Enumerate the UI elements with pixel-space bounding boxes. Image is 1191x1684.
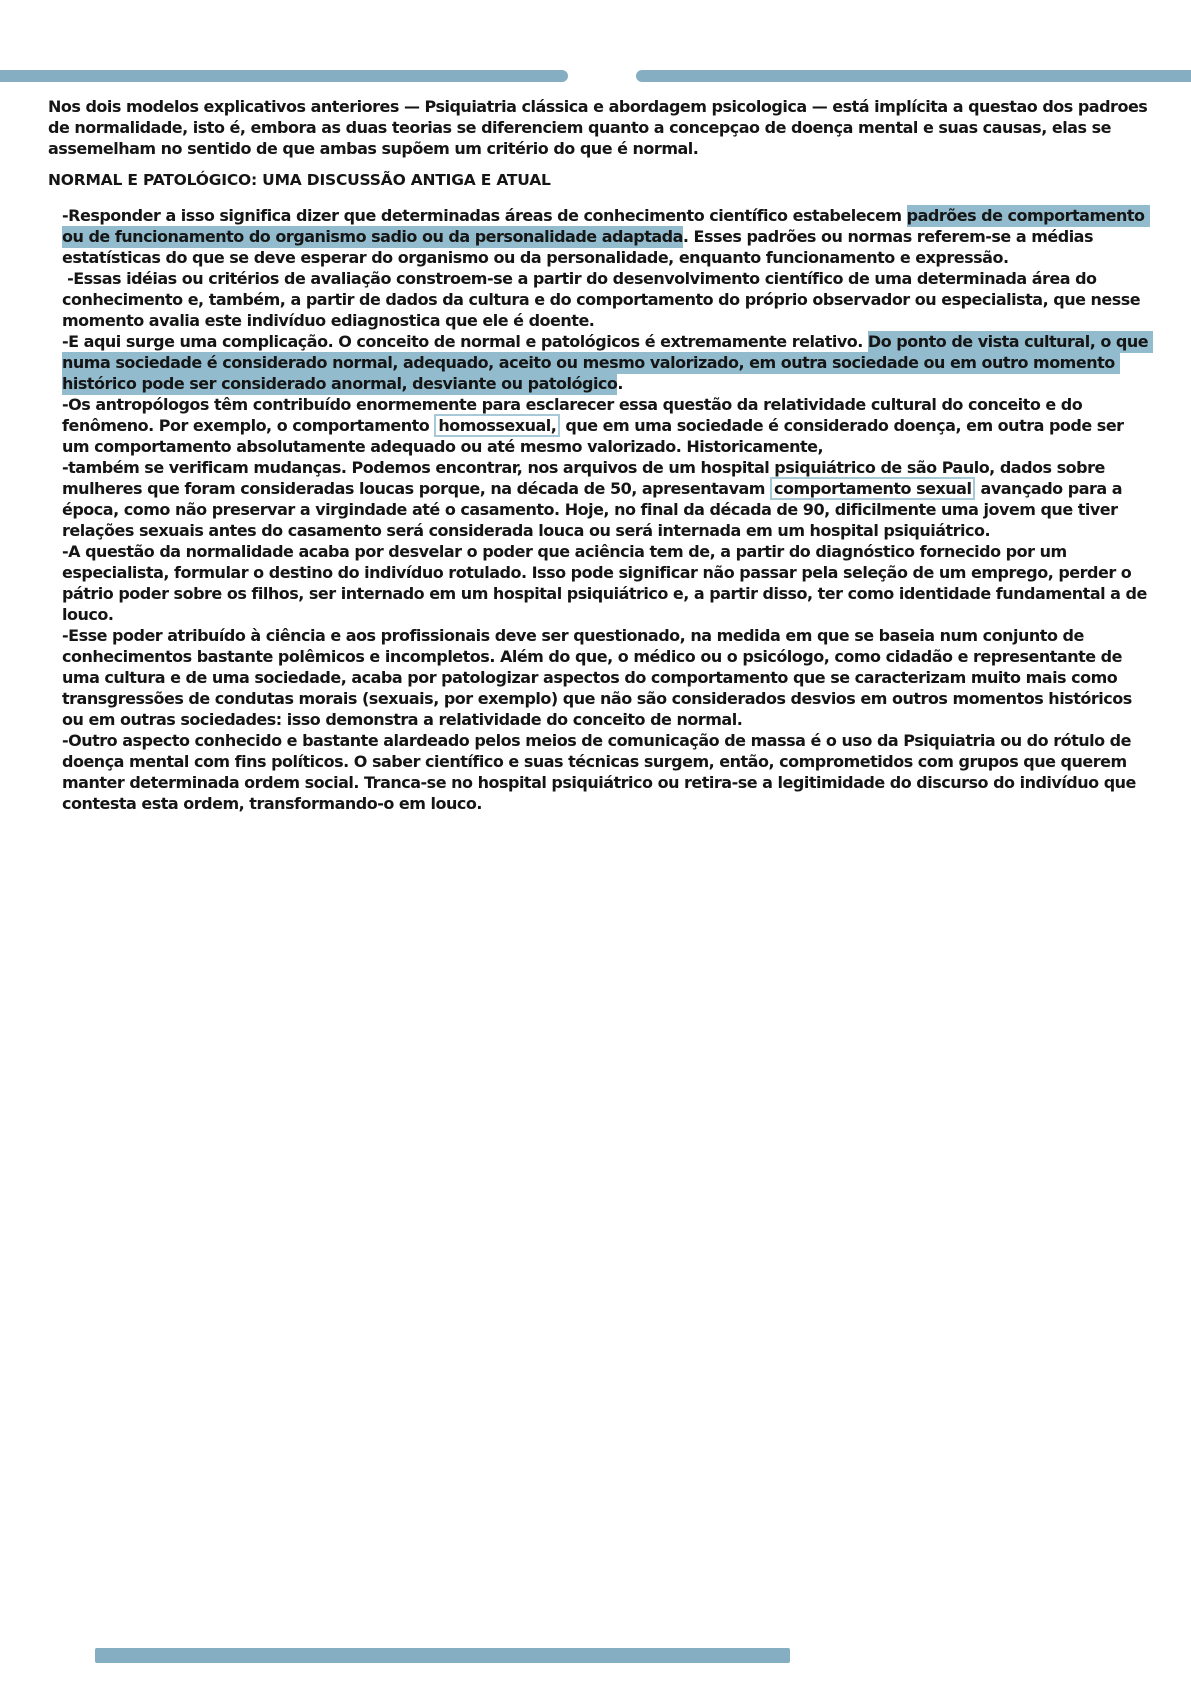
text-run: que em uma sociedade é considerado doença, em outra pode ser um comportamento absolutamente adequado ou até mesmo valorizado. Historicamente, xyxy=(62,416,1129,456)
text-run: -também se verificam mudanças. Podemos encontrar, nos arquivos de um hospital psiquiátrico de são Paulo, dados sobre mulheres que foram consideradas loucas porque, na década de 50, apresentavam xyxy=(62,458,1110,498)
text-run: . Esses padrões ou normas referem-se a médias estatísticas do que se deve esperar do organismo ou da personalidade, enquanto funcionamento e expressão. xyxy=(62,227,1099,267)
text-run: -Esse poder atribuído à ciência e aos profissionais deve ser questionado, na medida em que se baseia num conjunto de conhecimentos bastante polêmicos e incompletos. Além do que, o médico ou o psicólogo, como cidadão e representante de uma cultura e de uma sociedade, acaba por patologizar aspectos do comportamento que se caracterizam muito mais como transgressões de condutas morais (sexuais, por exemplo) que não são considerados desvios em outros momentos históricos ou em outras sociedades: isso demonstra a relatividade do conceito de normal. xyxy=(62,626,1137,729)
text-run: -Os antropólogos têm contribuído enormemente para esclarecer essa questão da relatividade cultural do conceito e do fenômeno. Por exemplo, o comportamento xyxy=(62,395,1088,435)
paragraph xyxy=(62,205,1152,268)
bottom-decorative-bar xyxy=(95,1648,790,1663)
text-run: -A questão da normalidade acaba por desvelar o poder que aciência tem de, a partir do diagnóstico fornecido por um especialista, formular o destino do indivíduo rotulado. Isso pode significar não passar pela seleção de um emprego, perder o pátrio poder sobre os filhos, ser internado em um hospital psiquiátrico e, a partir disso, ter como identidade fundamental a de louco. xyxy=(62,542,1152,624)
page-content xyxy=(48,96,1153,814)
highlighted-text: padrões de comportamento ou de funcionamento do organismo sadio ou da personalidade adaptada xyxy=(62,206,1150,246)
text-run: -E aqui surge uma complicação. O conceito de normal e patológicos é extremamente relativo. xyxy=(62,332,868,351)
paragraph xyxy=(62,625,1152,730)
text-run: avançado para a época, como não preservar a virgindade até o casamento. Hoje, no final da década de 90, dificilmente uma jovem que tiver relações sexuais antes do casamento será considerada louca ou será internada em um hospital psiquiátrico. xyxy=(62,479,1128,540)
top-right-decorative-bar xyxy=(636,70,1191,82)
text-run: -Responder a isso significa dizer que determinadas áreas de conhecimento científico estabelecem xyxy=(62,206,907,225)
paragraph xyxy=(62,457,1152,541)
paragraph xyxy=(62,730,1152,814)
section-heading: NORMAL E PATOLÓGICO: UMA DISCUSSÃO ANTIGA E ATUAL xyxy=(48,171,551,189)
text-run: -Outro aspecto conhecido e bastante alardeado pelos meios de comunicação de massa é o uso da Psiquiatria ou do rótulo de doença mental com fins políticos. O saber científico e suas técnicas surgem, então, comprometidos com grupos que querem manter determinada ordem social. Tranca-se no hospital psiquiátrico ou retira-se a legitimidade do discurso do indivíduo que contesta esta ordem, transformando-o em louco. xyxy=(62,731,1141,813)
paragraph xyxy=(62,331,1152,394)
intro-paragraph: Nos dois modelos explicativos anteriores — Psiquiatria clássica e abordagem psicologica — está implícita a questao dos padroes de normalidade, isto é, embora as duas teorias se diferenciem quanto a concepçao de doença mental e suas causas, elas se assemelham no sentido de que ambas supõem um critério do que é normal. xyxy=(48,97,1153,158)
paragraph xyxy=(62,541,1152,625)
text-run: . xyxy=(617,374,623,393)
paragraph-list xyxy=(62,205,1152,814)
boxed-text: homossexual, xyxy=(434,414,560,437)
top-left-decorative-bar xyxy=(0,70,568,82)
boxed-text: comportamento sexual xyxy=(770,477,975,500)
paragraph xyxy=(62,394,1152,457)
paragraph xyxy=(62,268,1152,331)
highlighted-text: Do ponto de vista cultural, o que numa sociedade é considerado normal, adequado, aceito ou mesmo valorizado, em outra sociedade ou em outro momento histórico pode ser considerado anormal, desviante ou patológico xyxy=(62,332,1154,393)
text-run: -Essas idéias ou critérios de avaliação constroem-se a partir do desenvolvimento científico de uma determinada área do conhecimento e, também, a partir de dados da cultura e do comportamento do próprio observador ou especialista, que nesse momento avalia este indivíduo ediagnostica que ele é doente. xyxy=(62,269,1146,330)
